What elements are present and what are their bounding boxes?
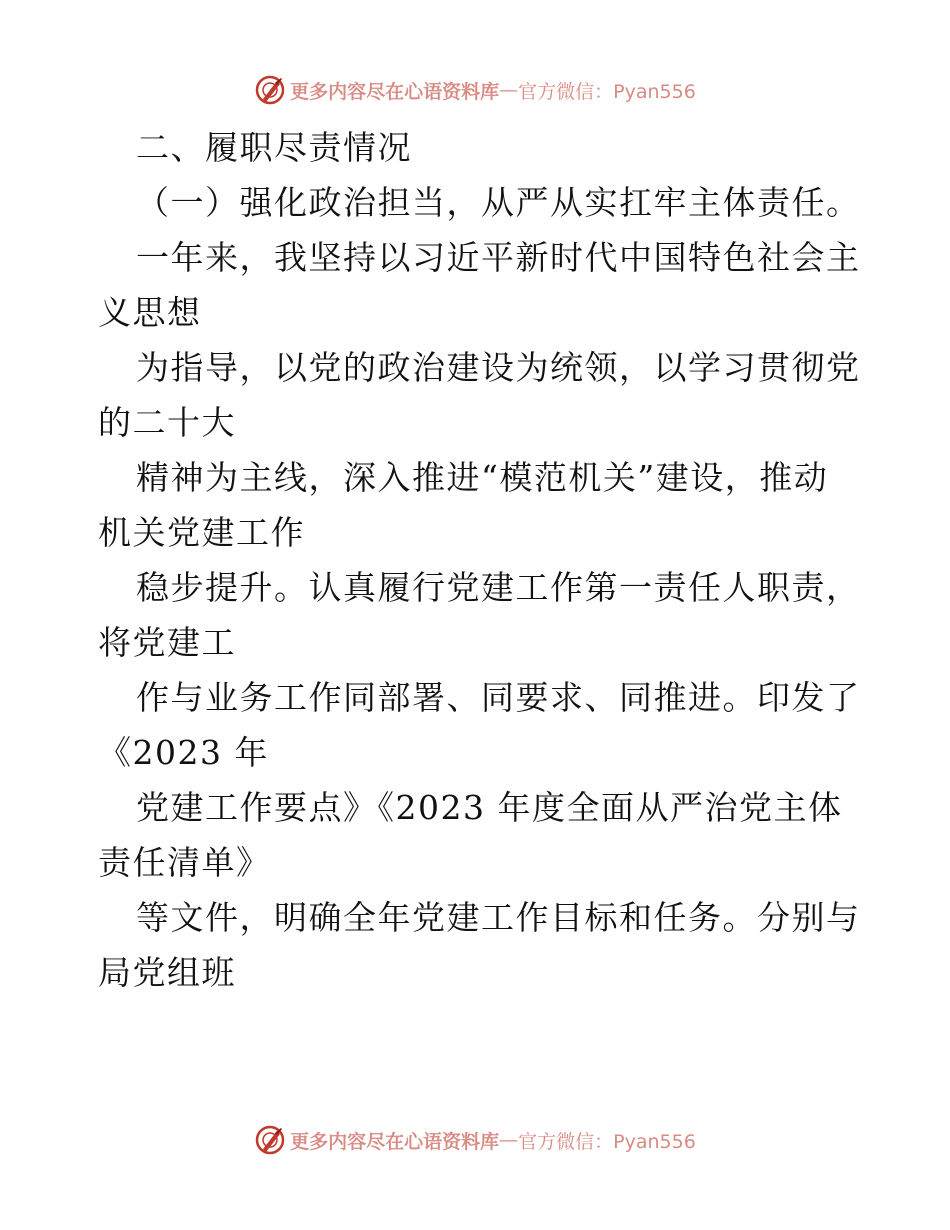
paragraph-line: 义思想	[98, 293, 202, 332]
watermark-site-text: 更多内容尽在心语资料库	[290, 80, 500, 103]
watermark-wechat-text: 官方微信：Pyan556	[518, 1130, 696, 1153]
section-heading: 二、履职尽责情况	[136, 128, 412, 167]
watermark-separator: —	[499, 1129, 519, 1151]
document-body	[98, 120, 861, 1000]
watermark-wechat-text: 官方微信：Pyan556	[518, 80, 696, 103]
paragraph-line: 为指导，以党的政治建设为统领，以学习贯彻党	[136, 348, 861, 387]
paragraph-line: 将党建工	[98, 623, 236, 662]
paragraph-line: 的二十大	[98, 403, 236, 442]
header-watermark	[0, 70, 950, 110]
paragraph-line: 《2023 年	[98, 733, 269, 772]
paragraph-line: 等文件，明确全年党建工作目标和任务。分别与	[136, 898, 861, 937]
paragraph-line: 作与业务工作同部署、同要求、同推进。印发了	[136, 678, 861, 717]
paragraph-line: 一年来，我坚持以习近平新时代中国特色社会主	[136, 238, 861, 277]
paragraph-line: 责任清单》	[98, 843, 271, 882]
logo-icon	[254, 1124, 286, 1156]
paragraph-line: 机关党建工作	[98, 513, 305, 552]
footer-watermark	[0, 1120, 950, 1160]
paragraph-line: 党建工作要点》《2023 年度全面从严治党主体	[136, 788, 843, 827]
watermark-site-text: 更多内容尽在心语资料库	[290, 1130, 500, 1153]
paragraph-line: 稳步提升。认真履行党建工作第一责任人职责，	[136, 568, 861, 607]
paragraph-line: 精神为主线，深入推进“模范机关”建设，推动	[136, 458, 829, 497]
subsection-heading: （一）强化政治担当，从严从实扛牢主体责任。	[136, 183, 861, 222]
paragraph-line: 局党组班	[98, 953, 236, 992]
watermark-separator: —	[499, 79, 519, 101]
logo-icon	[254, 74, 286, 106]
